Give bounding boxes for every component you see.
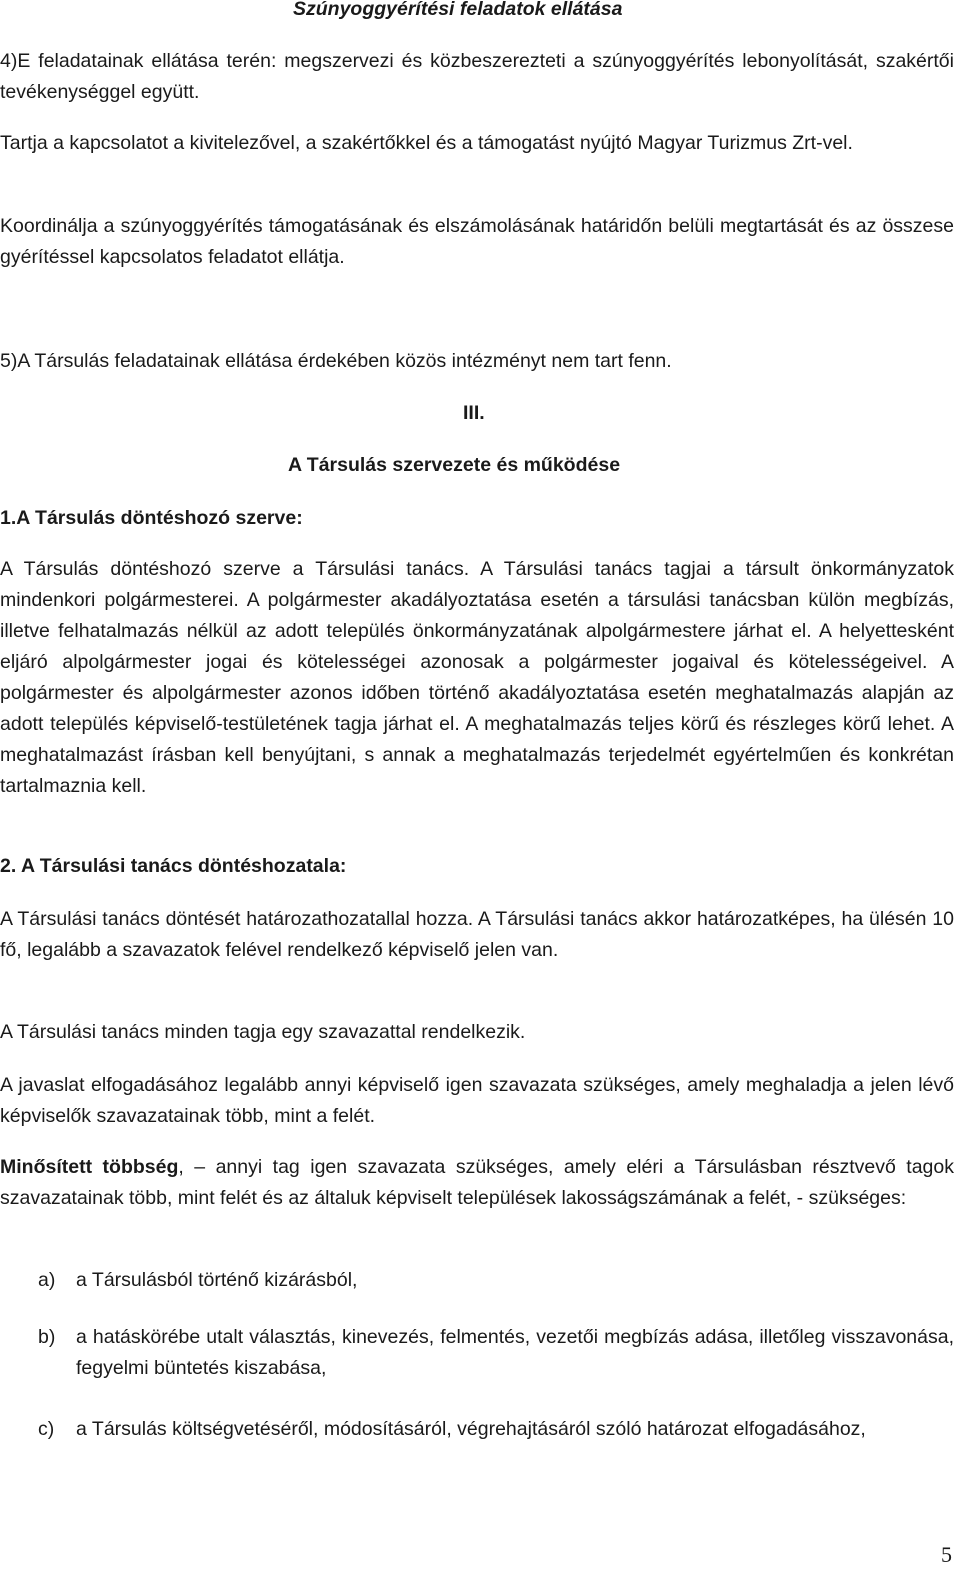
heading-1: 1.A Társulás döntéshozó szerve: — [0, 507, 303, 529]
heading-2: 2. A Társulási tanács döntéshozatala: — [0, 855, 347, 877]
paragraph-4-2: Tartja a kapcsolatot a kivitelezővel, a szakértőkkel és a támogatást nyújtó Magyar Turizmus Zrt-vel. — [0, 132, 853, 154]
heading-2-paragraph-1: A Társulási tanács döntését határozathozatallal hozza. A Társulási tanács akkor határozatképes, ha ülésén 10 fő, legalább a szavazatok felével rendelkező képviselő jelen van. — [0, 908, 954, 961]
list-marker: a) — [38, 1269, 56, 1291]
paragraph-4-1: 4)E feladatainak ellátása terén: megszervezi és közbeszerezteti a szúnyoggyérítés lebonyolítását, szakértői tevékenységgel együtt. — [0, 50, 954, 103]
list-marker: c) — [38, 1418, 55, 1440]
chapter-title: A Társulás szervezete és működése — [288, 454, 621, 476]
list-item-a — [38, 1265, 954, 1296]
heading-1-text: A Társulás döntéshozó szerve a Társulási tanács. A Társulási tanács tagjai a társult önkormányzatok mindenkori polgármesterei. A polgármester akadályoztatása esetén a társulási tanácsban külön megbízás, illetve felhatalmazás nélkül az adott település önkormányzatának alpolgármestere járhat el. A helyettesként eljáró alpolgármester jogai és kötelességei azonosak a polgármester jogaival és kötelességeivel. A polgármester és alpolgármester azonos időben történő akadályoztatása esetén meghatalmazás alapján az adott település képviselő-testületének tagja járhat el. A meghatalmazás teljes körű és részleges körű lehet. A meghatalmazást írásban kell benyújtani, s annak a meghatalmazás terjedelmét egyértelműen és konkrétan tartalmaznia kell. — [0, 558, 954, 797]
paragraph-4-3: Koordinálja a szúnyoggyérítés támogatásának és elszámolásának határidőn belüli megtartását és az összese gyérítéssel kapcsolatos feladatot ellátja. — [0, 215, 954, 268]
paragraph-5: 5)A Társulás feladatainak ellátása érdekében közös intézményt nem tart fenn. — [0, 350, 672, 372]
list-marker: b) — [38, 1326, 56, 1348]
heading-2-paragraph-4 — [0, 1152, 954, 1214]
page-number: 5 — [941, 1542, 952, 1567]
section-title: Szúnyoggyérítési feladatok ellátása — [293, 0, 623, 20]
list-item-c — [38, 1414, 954, 1445]
list-item-text: a hatáskörébe utalt választás, kinevezés, felmentés, vezetői megbízás adása, illetőleg visszavonása, fegyelmi büntetés kiszabása, — [76, 1326, 954, 1379]
chapter-number: III. — [463, 402, 485, 424]
list-item-b — [38, 1322, 954, 1384]
list-item-text: a Társulásból történő kizárásból, — [76, 1269, 358, 1291]
qualified-majority-definition: , – annyi tag igen szavazata szükséges, amely eléri a Társulásban résztvevő tagok szavazatainak több, mint felét és az általuk képviselt települések lakosságszámának a felét, - szükséges: — [0, 1156, 954, 1209]
qualified-majority-term: Minősített többség — [0, 1156, 179, 1178]
heading-2-paragraph-2: A Társulási tanács minden tagja egy szavazattal rendelkezik. — [0, 1021, 526, 1043]
heading-2-paragraph-3: A javaslat elfogadásához legalább annyi képviselő igen szavazata szükséges, amely meghaladja a jelen lévő képviselők szavazatainak több, mint a felét. — [0, 1074, 954, 1127]
list-item-text: a Társulás költségvetéséről, módosításáról, végrehajtásáról szóló határozat elfogadásához, — [76, 1418, 866, 1440]
